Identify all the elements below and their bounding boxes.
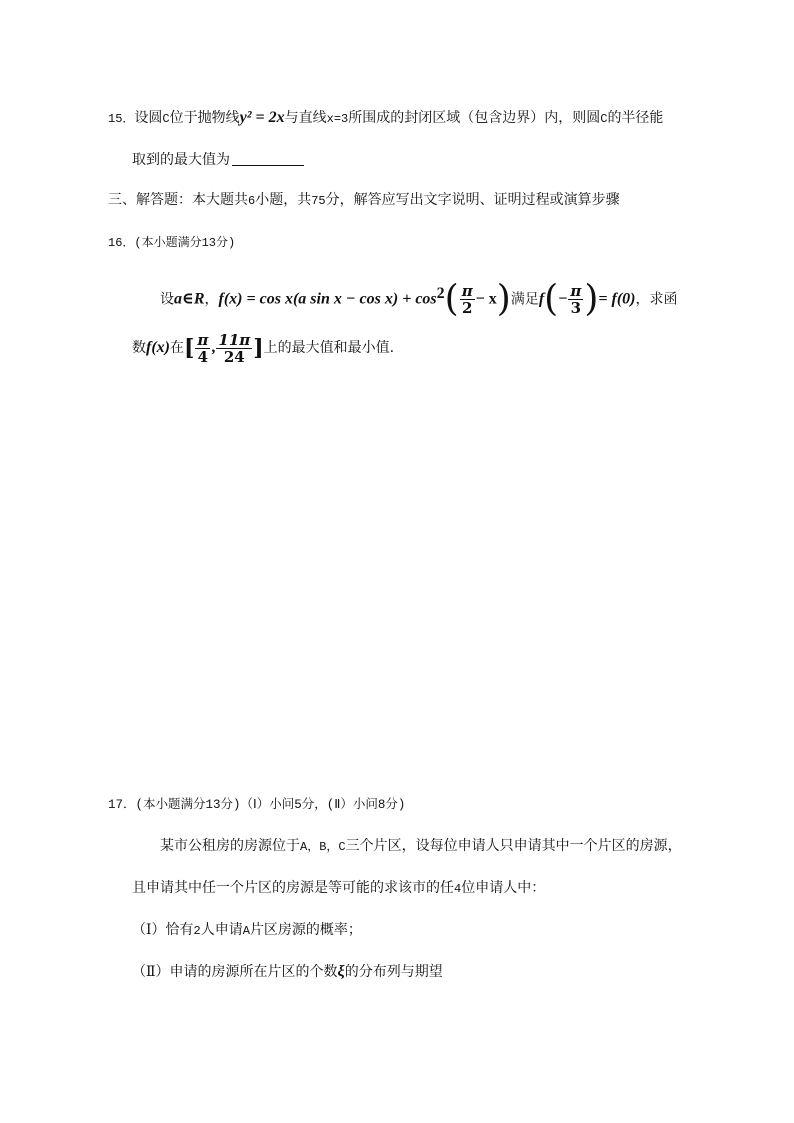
- q17-text: 且申请其中任一个片区的房源是等可能的求该市的任: [132, 880, 454, 896]
- q17-header: [108, 795, 405, 815]
- q15-parabola-eq: y² = 2x: [239, 109, 285, 126]
- q16-f: f: [538, 290, 545, 308]
- section3-text: 分，解答应写出文字说明、证明过程或演算步骤: [325, 192, 620, 208]
- section3-title: [108, 190, 620, 211]
- q17-paragraph-1: [160, 836, 682, 857]
- q17-region-a: A: [242, 924, 250, 938]
- q17-text: 三个片区，设每位申请人只申请其中一个片区的房源，: [345, 838, 682, 854]
- q16-text: 满足: [510, 291, 539, 308]
- q16-text: ，: [204, 291, 219, 308]
- q15-circle-c: C: [600, 112, 608, 126]
- q16-equals-f0: = f(0): [598, 290, 636, 308]
- q16-interval-line: [132, 328, 394, 368]
- paren-left: (: [544, 278, 559, 320]
- section3-text: 小题，共: [255, 192, 312, 208]
- q16-header-text: 分): [216, 236, 236, 250]
- interval-comma: ,: [211, 339, 216, 356]
- q16-text: 数: [132, 340, 146, 356]
- bracket-right: ]: [253, 335, 264, 361]
- q15-circle-c: C: [162, 112, 170, 126]
- answer-blank[interactable]: [232, 151, 304, 166]
- q16-text: 设: [160, 291, 174, 308]
- fraction-11pi-over-24: [216, 332, 252, 365]
- paren-left: (: [444, 278, 459, 320]
- q16-cos-exponent: 2: [436, 285, 445, 302]
- frac-denominator: 2: [461, 299, 473, 318]
- q17-subquestion-1: [132, 920, 362, 941]
- q16-text: 上的最大值和最小值.: [263, 340, 395, 356]
- q17-text: 某市公租房的房源位于: [160, 838, 300, 854]
- q16-function: f(x) = cos x(a sin x − cos x) + cos: [218, 290, 437, 308]
- frac-numerator: π: [570, 282, 582, 301]
- q15-text: 的半径能: [607, 110, 664, 126]
- q16-fx: f(x): [146, 339, 170, 356]
- q16-condition: a∈R: [174, 290, 205, 308]
- q16-text: ，求函: [635, 291, 678, 308]
- frac-numerator: π: [461, 282, 473, 301]
- q16-neg: −: [558, 290, 568, 308]
- q17-text: 片区房源的概率；: [249, 922, 362, 938]
- frac-denominator: 24: [223, 347, 245, 366]
- q17-count: 4: [454, 882, 462, 896]
- q17-text: （Ⅱ）申请的房源所在片区的个数: [132, 964, 338, 980]
- q17-text: 人申请: [200, 922, 243, 938]
- q16-text: 在: [169, 340, 184, 356]
- section3-count: 6: [248, 194, 256, 208]
- q16-header-text: 16．(本小题满分: [108, 236, 202, 250]
- bracket-left: [: [183, 335, 195, 361]
- fraction-pi-over-4: [195, 332, 210, 365]
- q15-text: 位于抛物线: [169, 110, 240, 126]
- q17-xi: ξ: [337, 963, 345, 980]
- q17-header-text: 17．(本小题满分13分)（Ⅰ）小问5分，(Ⅱ）小问8分): [108, 798, 406, 812]
- q16-score: 13: [201, 236, 217, 250]
- q16-formula-line: [160, 272, 677, 322]
- frac-numerator: 11π: [218, 330, 251, 349]
- paren-right: ): [496, 278, 511, 320]
- q15-text: 设圆: [134, 110, 163, 126]
- q16-header: [108, 232, 235, 253]
- q17-text: 位申请人中：: [461, 880, 546, 896]
- q17-text: （Ⅰ）恰有: [132, 922, 194, 938]
- paren-right: ): [584, 278, 599, 320]
- q15-text: 取到的最大值为: [132, 152, 230, 168]
- fraction-pi-over-2: [460, 283, 475, 316]
- q17-regions: A，B，C: [300, 840, 346, 854]
- section3-text: 三、解答题：本大题共: [108, 192, 248, 208]
- q15-number: 15．: [108, 112, 135, 126]
- q15-line2: [132, 150, 304, 170]
- q15-line-eq: x=3: [326, 112, 349, 126]
- frac-denominator: 4: [197, 347, 209, 366]
- q15-line1: [108, 108, 663, 129]
- fraction-pi-over-3: [568, 283, 583, 316]
- q17-paragraph-2: [132, 878, 545, 899]
- frac-numerator: π: [197, 330, 209, 349]
- q15-text: 与直线: [284, 110, 327, 126]
- q15-text: 所围成的封闭区域（包含边界）内，则圆: [348, 110, 601, 126]
- q17-text: 的分布列与期望: [344, 964, 443, 980]
- q16-minus-x: − x: [475, 290, 497, 308]
- section3-score: 75: [311, 194, 326, 208]
- q17-subquestion-2: [132, 962, 443, 982]
- q17-count: 2: [193, 924, 201, 938]
- frac-denominator: 3: [570, 299, 582, 318]
